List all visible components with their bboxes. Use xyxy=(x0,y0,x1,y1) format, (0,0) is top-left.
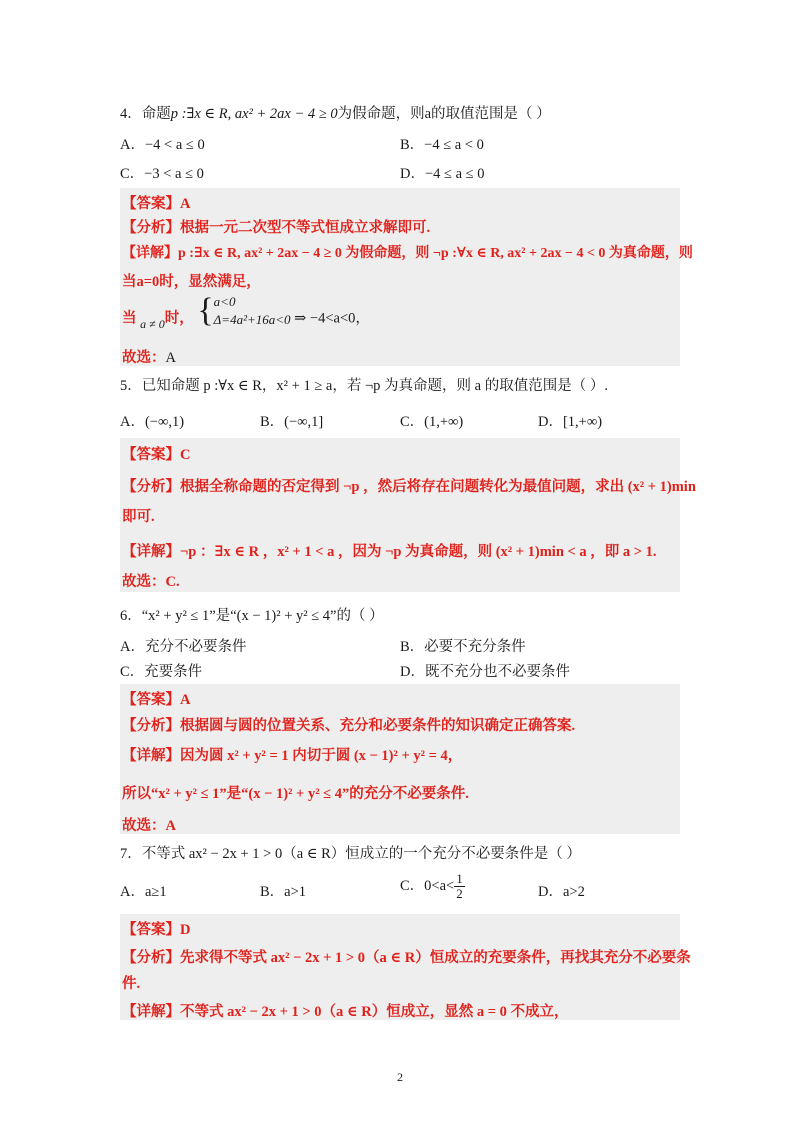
q5-option-b: B．(−∞,1] xyxy=(260,414,324,430)
q4-detail-3 xyxy=(122,292,370,338)
fraction-numerator: 1 xyxy=(456,871,463,886)
q6-analysis: 【分析】根据圆与圆的位置关系、充分和必要条件的知识确定正确答案. xyxy=(122,718,576,734)
q6-option-b: B．必要不充分条件 xyxy=(400,639,526,655)
q7-option-d: D．a>2 xyxy=(538,884,585,900)
q6-option-c: C．充要条件 xyxy=(120,664,203,680)
q5-solution-box xyxy=(120,438,680,592)
q6-detail-1: 【详解】因为圆 x² + y² = 1 内切于圆 (x − 1)² + y² = 4， xyxy=(122,748,463,764)
q6-detail-2: 所以“x² + y² ≤ 1”是“(x − 1)² + y² ≤ 4”的充分不必要条件. xyxy=(122,786,469,802)
q4-choose xyxy=(122,346,176,367)
q4-option-b: B．−4 ≤ a < 0 xyxy=(400,137,484,153)
q7-option-a: A．a≥1 xyxy=(120,884,167,900)
page-number: 2 xyxy=(397,1070,403,1084)
q5-analysis-2: 即可. xyxy=(122,509,155,525)
q4-detail-3-post: ⇒ −4<a<0， xyxy=(294,310,370,327)
q6-option-d: D．既不充分也不必要条件 xyxy=(400,664,570,680)
q4-system-line-1: a<0 xyxy=(213,294,236,309)
q4-detail-3-mid: 时， xyxy=(164,310,194,327)
q5-option-a: A．(−∞,1) xyxy=(120,414,185,430)
question-5-stem: 5．已知命题 p :∀x ∈ R，x² + 1 ≥ a，若 ¬p 为真命题，则 a 的取值范围是（ ）. xyxy=(120,378,608,394)
q7-option-c-fraction xyxy=(454,872,465,901)
q5-detail: 【详解】¬p ：∃x ∈ R ，x² + 1 < a ，因为 ¬p 为真命题，则 (x² + 1)min < a ，即 a > 1. xyxy=(122,544,657,560)
question-4-stem xyxy=(120,102,551,123)
q4-choose-value: A xyxy=(165,350,176,366)
q6-choose: 故选：A xyxy=(122,818,176,834)
q4-option-d: D．−4 ≤ a ≤ 0 xyxy=(400,166,485,182)
fraction-denominator: 2 xyxy=(456,886,463,901)
q4-math: p :∃x ∈ R, ax² + 2ax − 4 ≥ 0 xyxy=(170,106,338,122)
question-6-stem: 6．“x² + y² ≤ 1”是“(x − 1)² + y² ≤ 4”的（ ） xyxy=(120,608,384,624)
q5-analysis-1: 【分析】根据全称命题的否定得到 ¬p ，然后将存在问题转化为最值问题，求出 (x² + 1)min xyxy=(122,479,696,495)
q6-option-a: A．充分不必要条件 xyxy=(120,639,247,655)
q4-detail-2: 当a=0时，显然满足， xyxy=(122,274,261,290)
q7-detail: 【详解】不等式 ax² − 2x + 1 > 0（a ∈ R）恒成立，显然 a = 0 不成立， xyxy=(122,1004,569,1020)
q4-detail-3-pre: 当 xyxy=(122,310,137,327)
q5-choose: 故选：C. xyxy=(122,574,180,590)
q7-option-c-text: C．0<a< xyxy=(400,877,455,894)
q4-system: {a<0 Δ=4a²+16a<0 xyxy=(197,292,291,329)
q7-answer: 【答案】D xyxy=(122,922,191,938)
q4-suffix: 为假命题，则a的取值范围是（ ） xyxy=(337,106,551,122)
q4-analysis: 【分析】根据一元二次型不等式恒成立求解即可. xyxy=(122,220,431,236)
q4-prefix: 4．命题 xyxy=(120,106,171,122)
q7-option-c xyxy=(400,872,465,901)
question-7-stem: 7．不等式 ax² − 2x + 1 > 0（a ∈ R）恒成立的一个充分不必要条件是（ ） xyxy=(120,846,581,862)
q4-option-c: C．−3 < a ≤ 0 xyxy=(120,166,204,182)
q4-system-line-2: Δ=4a²+16a<0 xyxy=(213,312,291,327)
q4-condition: a ≠ 0 xyxy=(140,317,165,332)
q6-answer: 【答案】A xyxy=(122,692,191,708)
q4-answer: 【答案】A xyxy=(122,196,191,212)
q4-detail-1: 【详解】p :∃x ∈ R, ax² + 2ax − 4 ≥ 0 为假命题，则 ¬p :∀x ∈ R, ax² + 2ax − 4 < 0 为真命题，则 xyxy=(122,246,693,261)
q4-choose-label: 故选： xyxy=(122,350,166,366)
q4-option-a: A．−4 < a ≤ 0 xyxy=(120,137,205,153)
q7-analysis-2: 件. xyxy=(122,976,141,992)
q5-option-c: C．(1,+∞) xyxy=(400,414,464,430)
q7-analysis-1: 【分析】先求得不等式 ax² − 2x + 1 > 0（a ∈ R）恒成立的充要条件，再找其充分不必要条 xyxy=(122,950,691,966)
q5-option-d: D．[1,+∞) xyxy=(538,414,603,430)
q5-answer: 【答案】C xyxy=(122,447,191,463)
q7-option-b: B．a>1 xyxy=(260,884,307,900)
